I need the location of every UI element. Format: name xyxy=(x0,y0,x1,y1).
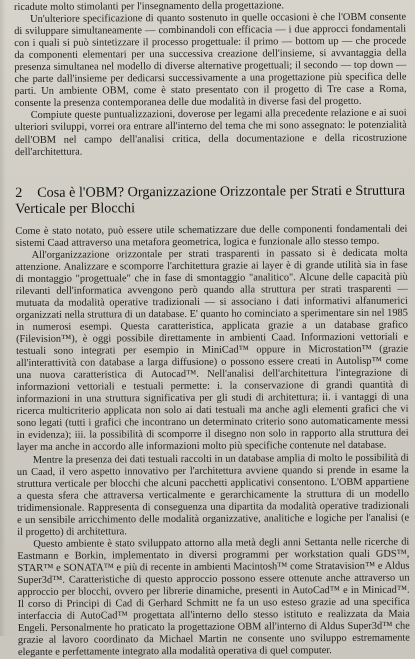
paragraph: All'organizzazione orizzontale per strati trasparenti in passato si è dedicata molta attenzione. Analizzare e scomporre l'architettura grazie ai layer è di grande utilità sia in fase di montaggio "progettuale" che in fase di smontaggio "analitico". Alcune delle capacità più rilevanti dell'informatica avvengono però quando alla struttura per strati trasparenti — mutuata da modalità operative tradizionali — si associano i dati informativi alfanumerici organizzati nella struttura di un database. E' quanto ho cominciato a sperimentare sin nel 1985 in numerosi esempi. Questa caratteristica, applicata grazie a un database grafico (Filevision™), è oggi possibile direttamente in ambienti Caad. Informazioni vettoriali e testuali sono integrati per esempio in MiniCad™ oppure in Microstation™ (grazie all'interattività con database a larga diffusione) o possono essere creati in Autolisp™ come una nuova caratteristica di Autocad™. Nell'analisi dell'architettura l'integrazione di informazioni vettoriali e testuali permette: i. la conservazione di grandi quantità di informazioni in una struttura significativa per gli studi di architettura; ii. i vantaggi di una ricerca multicriterio applicata non solo ai dati testuali ma anche agli elementi grafici che vi sono legati (tutti i grafici che incontrano un determinato criterio sono automaticamente messi in evidenza); iii. la possibilità di scomporre il disegno non solo in rapporto alla struttura dei layer ma anche in accordo alle informazioni molto più specifiche contenute nel database. xyxy=(15,247,409,454)
section-title: Cosa è l'OBM? Organizzazione Orizzontale per Strati e Struttura Verticale per Blocchi xyxy=(15,182,406,217)
document-text xyxy=(14,0,410,659)
section-number: 2 xyxy=(15,184,23,201)
paragraph: Come è stato notato, può essere utile schematizzare due delle componenti fondamentali dei sistemi Caad attraverso una metafora geometrica, logica e funzionale allo stesso tempo. xyxy=(15,223,408,249)
paragraph: Mentre la presenza dei dati testuali raccolti in un database amplia di molto le possibilità di un Caad, il vero aspetto innovativo per l'architettura avviene quando si prende in esame la struttura verticale per blocchi che alcuni pacchetti applicativi consentono. L'OBM appartiene a questa sfera che attraversa verticalmente e gerarchicamente la struttura di un modello tridimensionale. Rappresenta di conseguenza una dipartita da modalità operative tradizionali e un sensibile arricchimento delle modalità organizzative, analitiche e logiche per l'analisi (e il progetto) di architettura. xyxy=(16,452,410,538)
paragraph: Compiute queste puntualizzazioni, doverose per legami alla precedente relazione e ai suoi ulteriori sviluppi, vorrei ora entrare all'interno del tema che mi sono assegnato: le potenzialità dell'OBM nel campo dell'analisi critica, della documentazione e della ricostruzione dell'architettura. xyxy=(14,108,407,158)
paragraph: Un'ulteriore specificazione di quanto sostenuto in quelle occasioni è che l'OBM consente di sviluppare simultaneamente — combinandoli con efficacia — i due approcci fondamentali con i quali si può sintetizzare il processo progettuale: il primo — bottom up — che procede da componenti elementari per una successiva creazione dell'insieme, si avvantaggia della presenza simultanea nel modello di diverse alternative progettuali; il secondo — top down — che parte dall'insieme per dedicarsi successivamente a una progettazione più specifica delle parti. Un ambiente OBM, come è stato presentato con il progetto di Tre case a Roma, consente la presenza contemporanea delle due modalità in diverse fasi del progetto. xyxy=(14,11,407,110)
page-gutter-shadow xyxy=(0,0,6,636)
section-heading xyxy=(15,182,407,216)
paragraph: ricadute molto stimolanti per l'insegnamento della progettazione. xyxy=(14,0,284,13)
paragraph: Questo ambiente è stato sviluppato attorno alla metà degli anni Settanta nelle ricerche di Eastmann e Borkin, implementato in diversi programmi per workstation quali GDS™, STAR™ e SONATA™ e più di recente in ambienti Macintosh™ come Stratavision™ e Aldus Super3d™. Caratteristiche di questo approccio possono essere ottenute anche attraverso un approccio per blocchi, ovvero per librerie dinamiche, presenti in AutoCad™ e in Minicad™. Il corso di Principi di Cad di Gerhard Schmitt ne fa un uso esteso grazie ad una specifica interfaccia di AutoCad™ progettata all'interno dello stesso istituto e realizzata da Maia Engeli. Personalmente ho praticato la progettazione OBM all'interno di Aldus Super3d™ che grazie al lavoro coordinato da Michael Martin ne consente uno sviluppo estremamente elegante e perfettamente integrato alla modalità operativa di quel computer. xyxy=(17,536,410,659)
